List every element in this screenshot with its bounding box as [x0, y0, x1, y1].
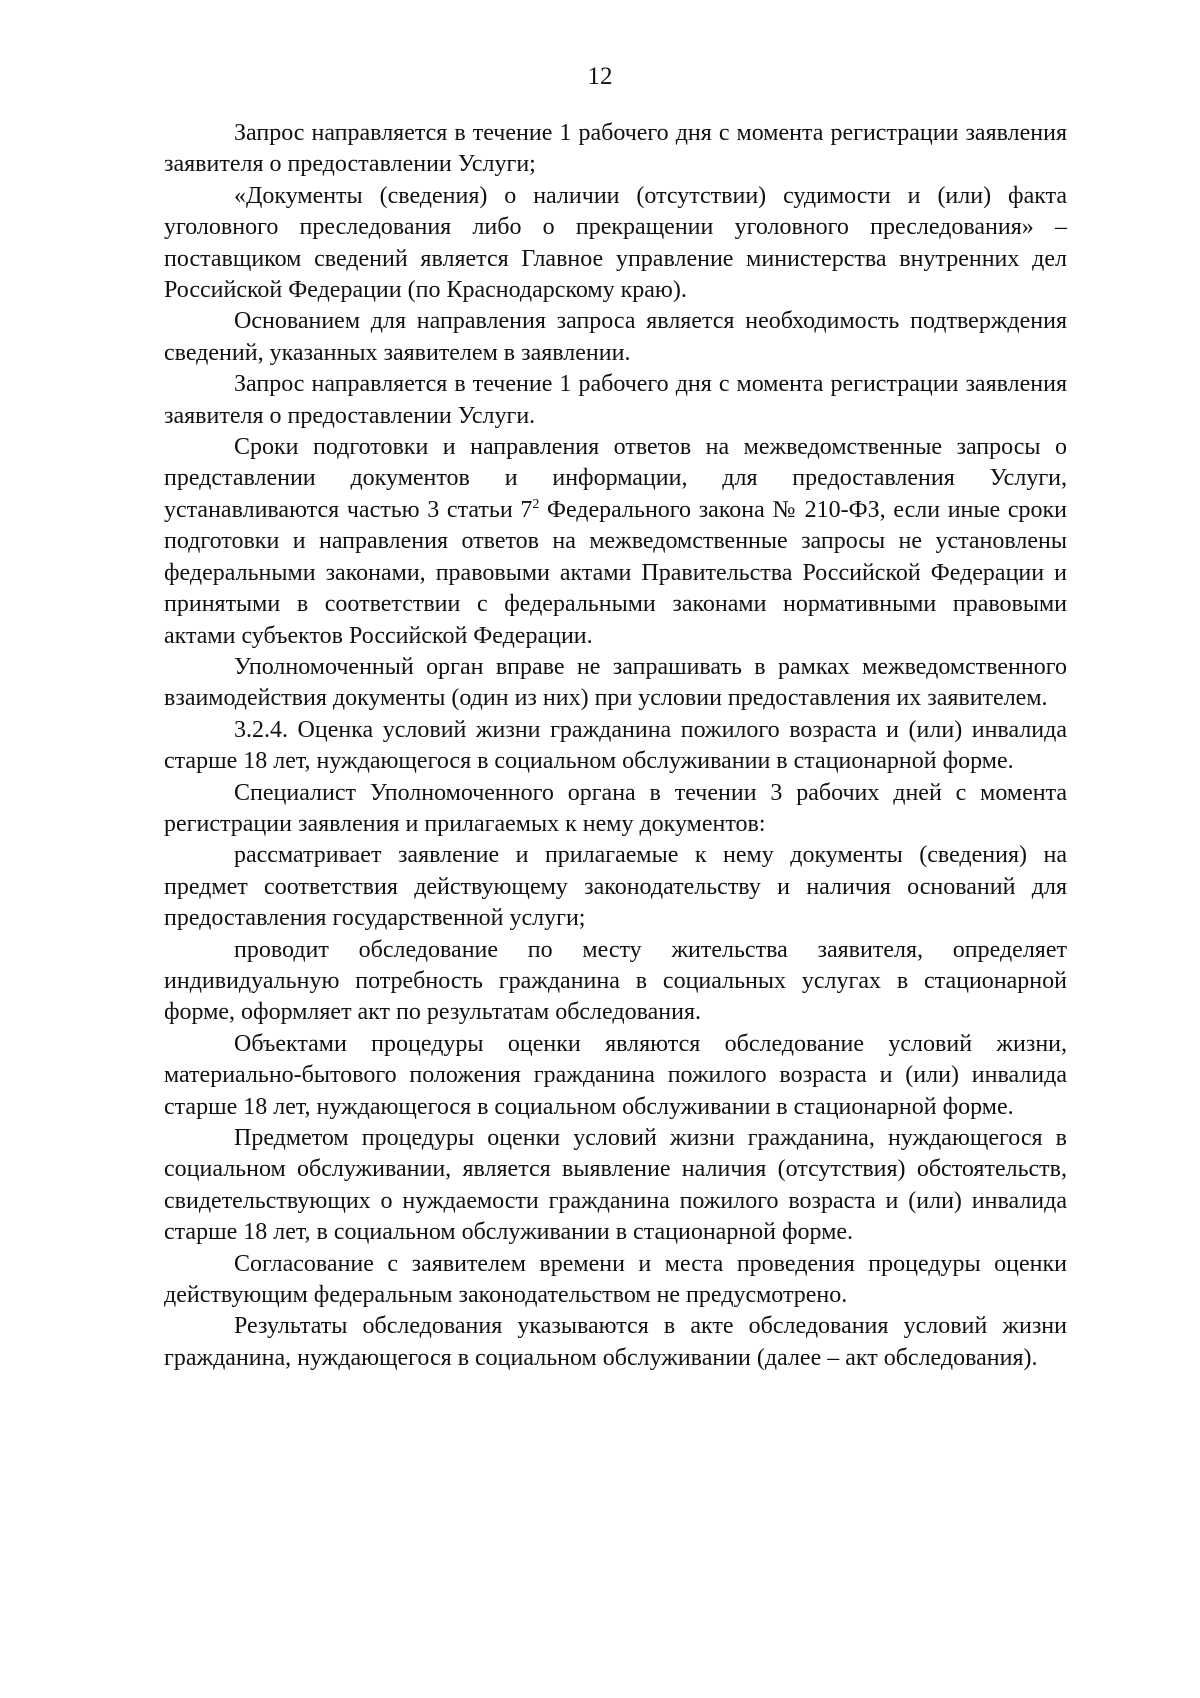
paragraph-reviews-application: рассматривает заявление и прилагаемые к нему документы (сведения) на предмет соответствия действующему законодательству и наличия оснований для предоставления государственной услуги;: [164, 842, 1067, 932]
paragraph-request-timing-1: Запрос направляется в течение 1 рабочего дня с момента регистрации заявления заявителя о предоставлении Услуги;: [164, 120, 1067, 178]
deadlines-text-before: Сроки подготовки и направления ответов на межведомственные запросы о представлении документов и информации, для предоставления Услуги, устанавливаются частью 3 статьи 7: [164, 434, 1067, 523]
page-number: 12: [587, 63, 613, 90]
article-superscript: 2: [532, 496, 540, 512]
paragraph-criminal-record-documents: «Документы (сведения) о наличии (отсутствии) судимости и (или) факта уголовного преследования либо о прекращении уголовного преследования» – поставщиком сведений является Главное управление министерства внутренних дел Российской Федерации (по Краснодарскому краю).: [164, 182, 1067, 304]
paragraph-response-deadlines: [164, 432, 1067, 652]
paragraph-specialist-duties: Специалист Уполномоченного органа в течении 3 рабочих дней с момента регистрации заявления и прилагаемых к нему документов:: [164, 779, 1067, 837]
paragraph-conducts-inspection: проводит обследование по месту жительства заявителя, определяет индивидуальную потребность гражданина в социальных услугах в стационарной форме, оформляет акт по результатам обследования.: [164, 936, 1067, 1026]
document-body: [164, 118, 1067, 1374]
paragraph-coordination: Согласование с заявителем времени и места проведения процедуры оценки действующим федеральным законодательством не предусмотрено.: [164, 1250, 1067, 1309]
paragraph-assessment-subject: Предметом процедуры оценки условий жизни гражданина, нуждающегося в социальном обслуживании, является выявление наличия (отсутствия) обстоятельств, свидетельствующих о нуждаемости гражданина пожилого возраста и (или) инвалида старше 18 лет, в социальном обслуживании в стационарной форме.: [164, 1125, 1067, 1246]
paragraph-authorized-body-right: Уполномоченный орган вправе не запрашивать в рамках межведомственного взаимодействия документы (один из них) при условии предоставления их заявителем.: [164, 653, 1067, 712]
paragraph-inspection-results: Результаты обследования указываются в акте обследования условий жизни гражданина, нуждающегося в социальном обслуживании (далее – акт обследования).: [164, 1313, 1067, 1371]
paragraph-assessment-objects: Объектами процедуры оценки являются обследование условий жизни, материально-бытового положения гражданина пожилого возраста и (или) инвалида старше 18 лет, нуждающегося в социальном обслуживании в стационарной форме.: [164, 1030, 1067, 1120]
section-heading-3-2-4: 3.2.4. Оценка условий жизни гражданина пожилого возраста и (или) инвалида старше 18 лет, нуждающегося в социальном обслуживании в стационарной форме.: [164, 716, 1067, 775]
paragraph-request-basis: Основанием для направления запроса является необходимость подтверждения сведений, указанных заявителем в заявлении.: [164, 308, 1067, 366]
deadlines-text-after: Федерального закона № 210-ФЗ, если иные сроки подготовки и направления ответов на межведомственные запросы не установлены федеральными законами, правовыми актами Правительства Российской Федерации и принятыми в соответствии с федеральными законами нормативными правовыми актами субъектов Российской Федерации.: [164, 496, 1067, 649]
paragraph-request-timing-2: Запрос направляется в течение 1 рабочего дня с момента регистрации заявления заявителя о предоставлении Услуги.: [164, 371, 1067, 429]
